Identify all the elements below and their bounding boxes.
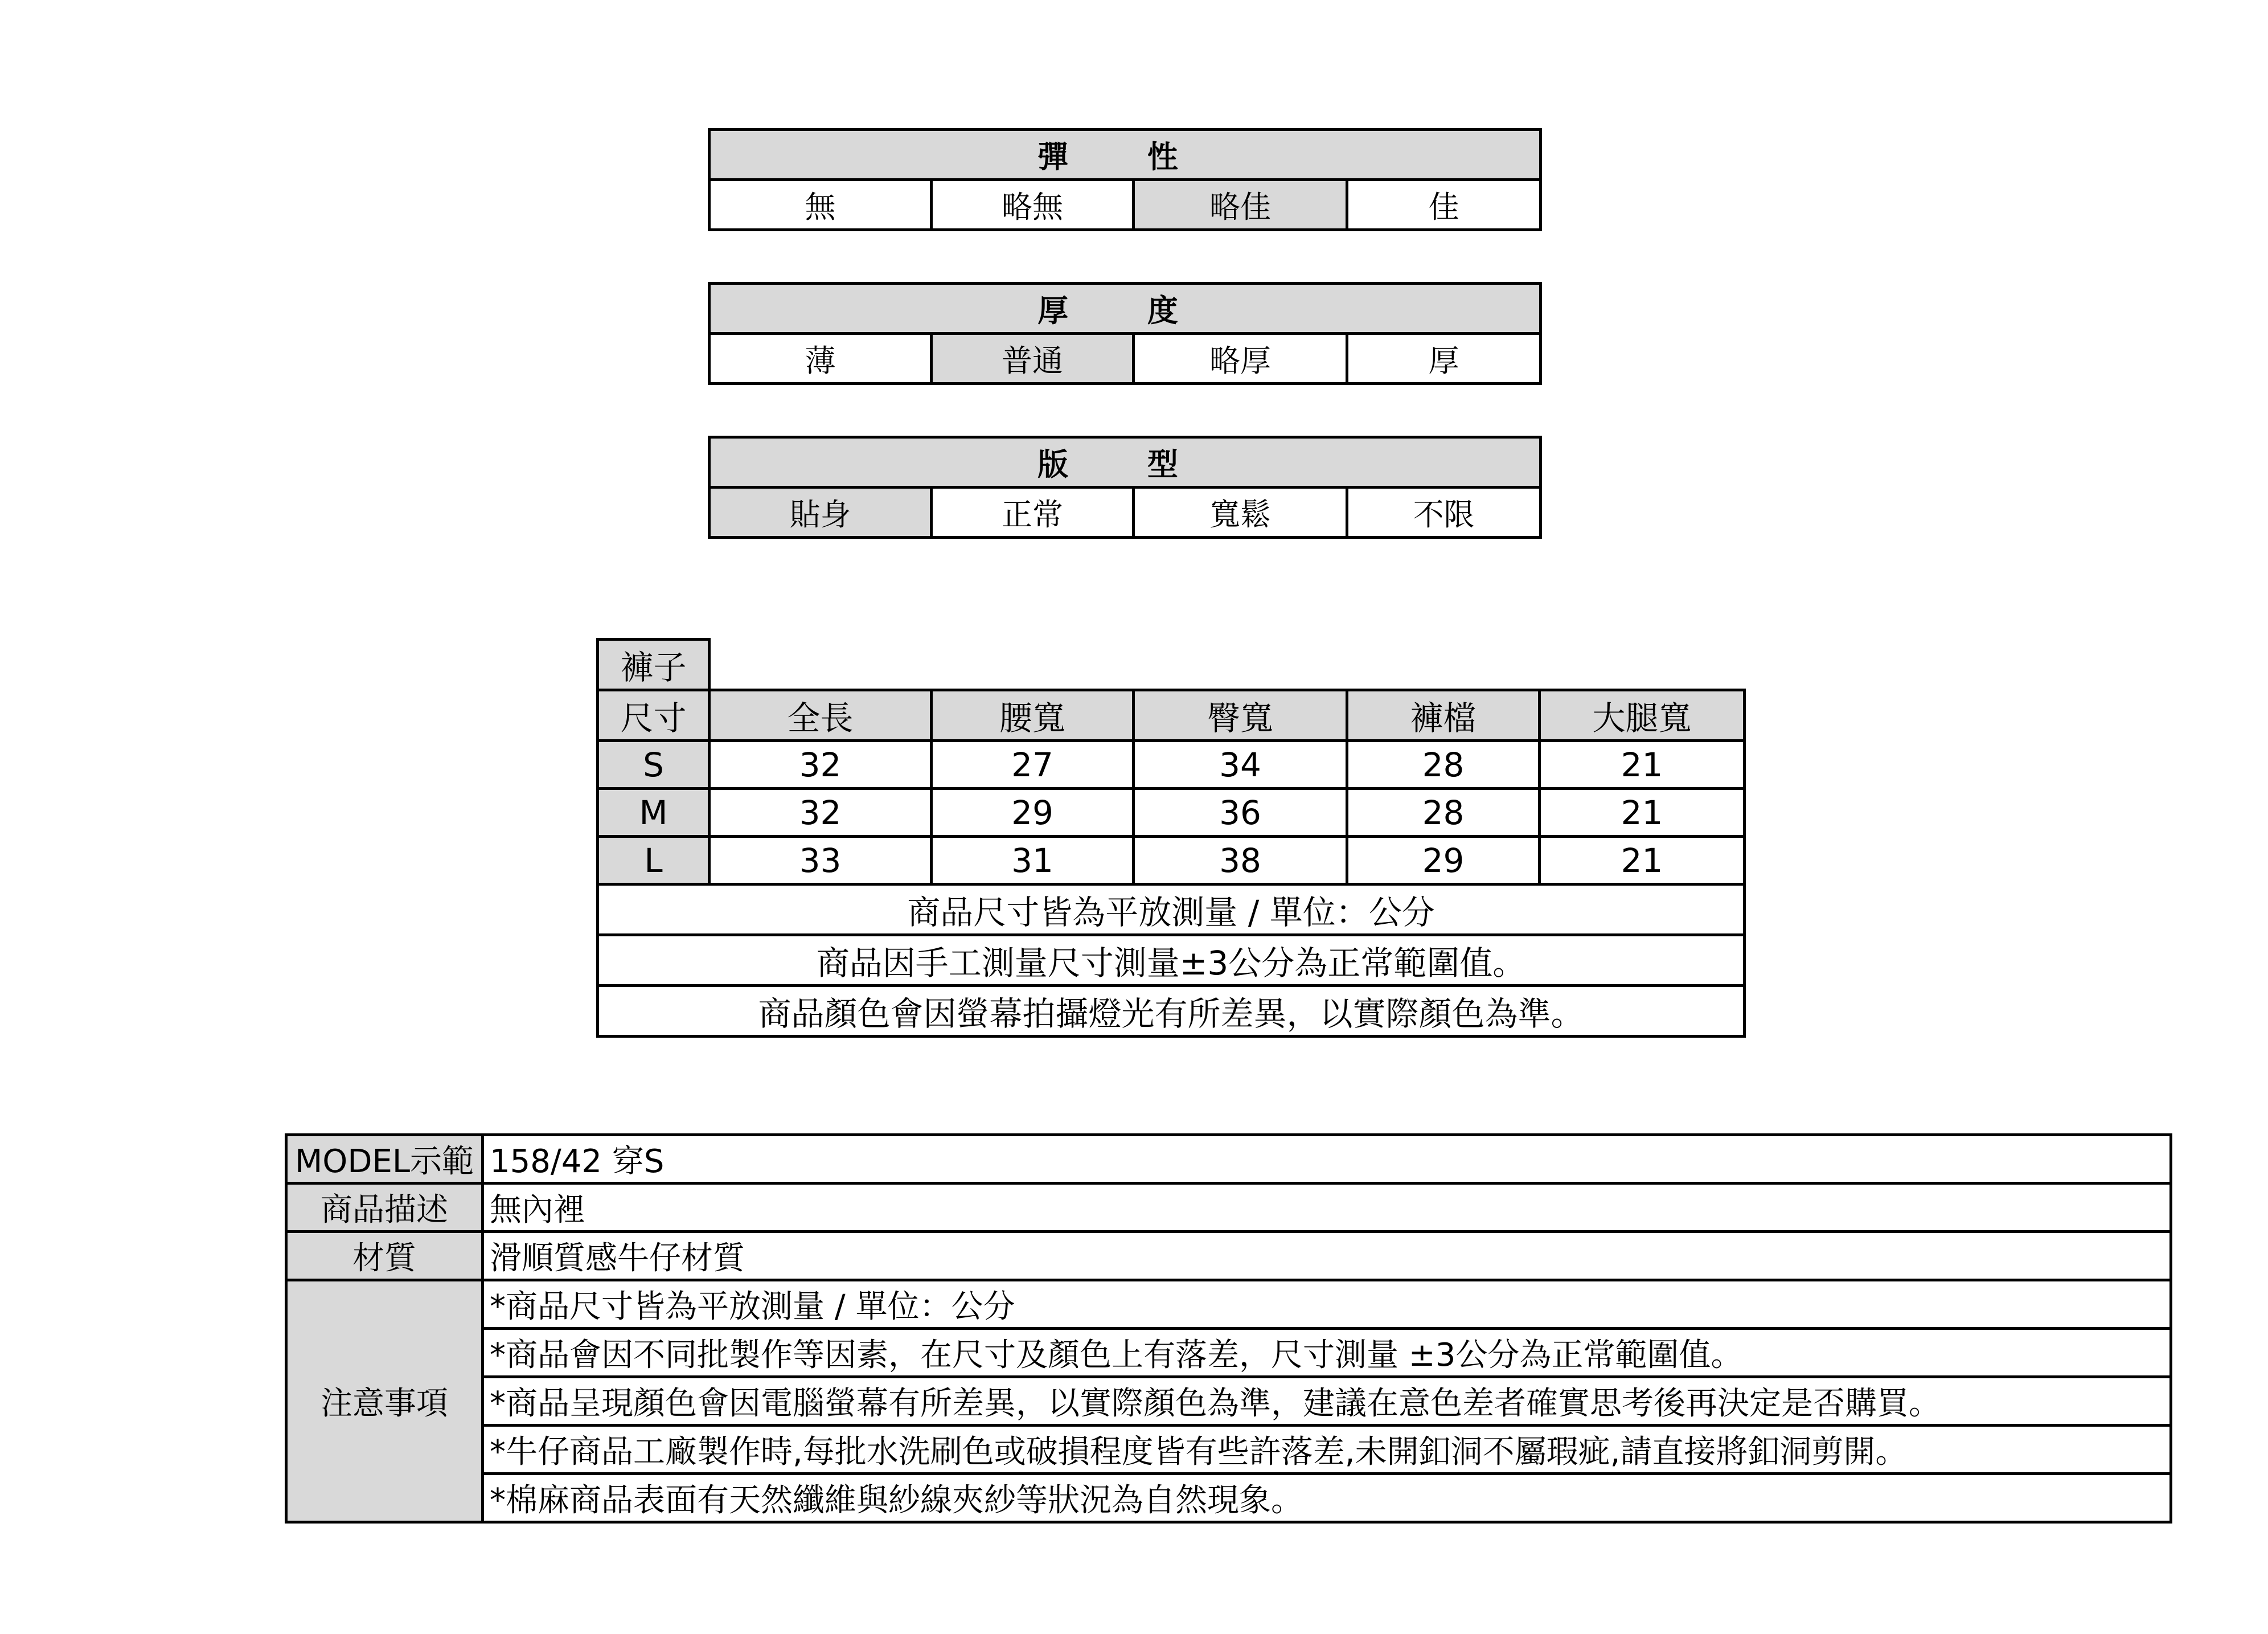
size-table bbox=[596, 638, 1746, 1038]
size-note: 商品顏色會因螢幕拍攝燈光有所差異，以實際顏色為準。 bbox=[598, 986, 1745, 1037]
size-value: 29 bbox=[1347, 837, 1540, 884]
size-label: S bbox=[598, 741, 709, 789]
notice-item: *牛仔商品工廠製作時,每批水洗刷色或破損程度皆有些許落差,未開釦洞不屬瑕疵,請直接將釦洞剪開。 bbox=[483, 1426, 2171, 1474]
column-header: 全長 bbox=[709, 690, 932, 741]
elasticity-title: 彈 性 bbox=[709, 130, 1541, 180]
size-value: 36 bbox=[1134, 789, 1347, 837]
notice-item: *商品尺寸皆為平放測量 / 單位：公分 bbox=[483, 1280, 2171, 1329]
elasticity-option: 無 bbox=[709, 180, 932, 230]
column-header: 腰寬 bbox=[932, 690, 1134, 741]
model-value: 158/42 穿S bbox=[483, 1135, 2171, 1183]
size-note: 商品尺寸皆為平放測量 / 單位：公分 bbox=[598, 884, 1745, 935]
thickness-option: 薄 bbox=[709, 334, 932, 384]
size-value: 21 bbox=[1540, 837, 1745, 884]
thickness-table bbox=[708, 282, 1542, 385]
column-header: 大腿寬 bbox=[1540, 690, 1745, 741]
description-label: 商品描述 bbox=[286, 1183, 483, 1232]
size-value: 29 bbox=[932, 789, 1134, 837]
size-label: M bbox=[598, 789, 709, 837]
elasticity-option-selected: 略佳 bbox=[1134, 180, 1347, 230]
elasticity-option: 佳 bbox=[1347, 180, 1541, 230]
size-value: 21 bbox=[1540, 789, 1745, 837]
thickness-title: 厚 度 bbox=[709, 284, 1541, 334]
fit-title: 版 型 bbox=[709, 437, 1541, 488]
size-header-label: 尺寸 bbox=[598, 690, 709, 741]
size-label: L bbox=[598, 837, 709, 884]
size-value: 28 bbox=[1347, 741, 1540, 789]
table-row bbox=[598, 741, 1745, 789]
material-value: 滑順質感牛仔材質 bbox=[483, 1232, 2171, 1280]
elasticity-option: 略無 bbox=[932, 180, 1134, 230]
notice-item: *商品會因不同批製作等因素，在尺寸及顏色上有落差，尺寸測量 ±3公分為正常範圍值。 bbox=[483, 1329, 2171, 1377]
fit-option: 正常 bbox=[932, 488, 1134, 538]
size-value: 27 bbox=[932, 741, 1134, 789]
size-value: 38 bbox=[1134, 837, 1347, 884]
notice-item: *棉麻商品表面有天然纖維與紗線夾紗等狀況為自然現象。 bbox=[483, 1474, 2171, 1522]
fit-option: 不限 bbox=[1347, 488, 1541, 538]
product-info-table bbox=[285, 1133, 2172, 1524]
table-row bbox=[598, 789, 1745, 837]
table-row bbox=[598, 837, 1745, 884]
size-value: 31 bbox=[932, 837, 1134, 884]
fit-option-selected: 貼身 bbox=[709, 488, 932, 538]
fit-option: 寬鬆 bbox=[1134, 488, 1347, 538]
size-value: 21 bbox=[1540, 741, 1745, 789]
size-note: 商品因手工測量尺寸測量±3公分為正常範圍值。 bbox=[598, 935, 1745, 986]
column-header: 臀寬 bbox=[1134, 690, 1347, 741]
notice-item: *商品呈現顏色會因電腦螢幕有所差異，以實際顏色為準，建議在意色差者確實思考後再決定是否購買。 bbox=[483, 1377, 2171, 1426]
notice-label: 注意事項 bbox=[286, 1280, 483, 1522]
fit-table bbox=[708, 436, 1542, 539]
size-value: 34 bbox=[1134, 741, 1347, 789]
thickness-option: 略厚 bbox=[1134, 334, 1347, 384]
elasticity-table bbox=[708, 128, 1542, 231]
size-value: 32 bbox=[709, 789, 932, 837]
material-label: 材質 bbox=[286, 1232, 483, 1280]
category-label: 褲子 bbox=[598, 640, 709, 690]
model-label: MODEL示範 bbox=[286, 1135, 483, 1183]
size-value: 32 bbox=[709, 741, 932, 789]
column-header: 褲檔 bbox=[1347, 690, 1540, 741]
size-value: 28 bbox=[1347, 789, 1540, 837]
category-spacer bbox=[709, 640, 1745, 690]
thickness-option-selected: 普通 bbox=[932, 334, 1134, 384]
thickness-option: 厚 bbox=[1347, 334, 1541, 384]
description-value: 無內裡 bbox=[483, 1183, 2171, 1232]
size-value: 33 bbox=[709, 837, 932, 884]
